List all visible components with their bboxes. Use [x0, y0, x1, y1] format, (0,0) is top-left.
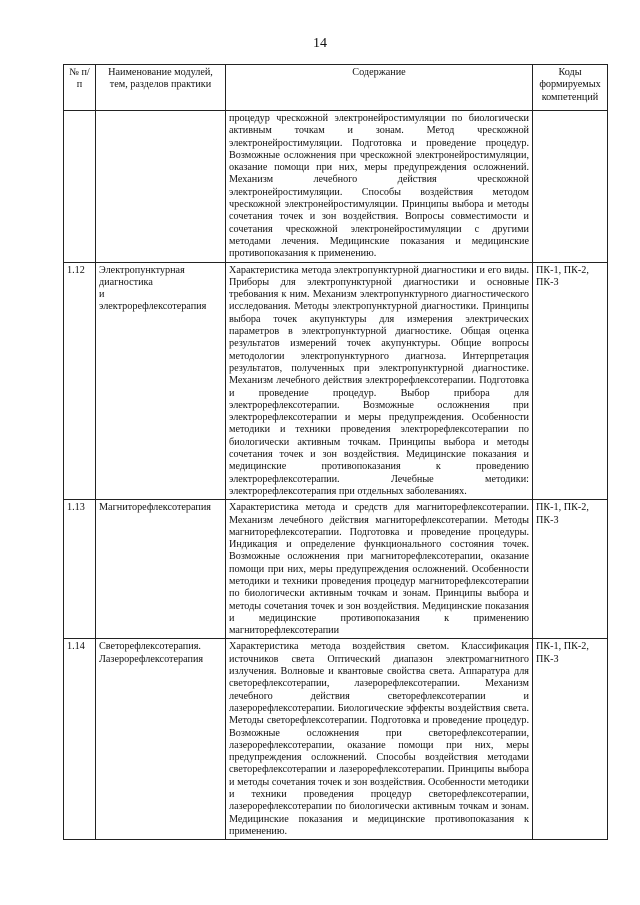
row-content: процедур чрескожной электронейростимуляции по биологически активным точкам и зонам. Метод чрескожной электронейростимуляции. Подготовка и проведение процедур. Возможные осложнения при чрескожной электронейростимуляции, оказание помощи при них, меры предупреждения осложнений. Механизм лечебного действия чрескожной электронейростимуляции. Способы воздействия методом чрескожной электронейростимуляции. Принципы выбора и методы сочетания точек и зон воздействия. Вопросы совместимости и сочетания чрескожной электронейростимуляции с другими методами лечения. Медицинские показания и медицинские противопоказания к применению. [226, 111, 533, 263]
table-row [64, 639, 608, 840]
row-number: 1.13 [64, 500, 96, 639]
row-number: 1.14 [64, 639, 96, 840]
table-row [64, 262, 608, 500]
row-competency-codes: ПК-1, ПК-2, ПК-3 [533, 262, 608, 500]
module-name-line: Электропунктурная [99, 264, 185, 276]
table-header-row [64, 65, 608, 111]
row-module-name [96, 500, 226, 639]
row-number: 1.12 [64, 262, 96, 500]
table-row [64, 111, 608, 263]
row-module-name [96, 639, 226, 840]
row-competency-codes: ПК-1, ПК-2, ПК-3 [533, 639, 608, 840]
module-name-line: диагностика [99, 276, 153, 288]
row-number [64, 111, 96, 263]
header-module-name: Наименование модулей, тем, разделов практики [96, 65, 226, 111]
row-content: Характеристика метода воздействия светом. Классификация источников света Оптический диапазон электромагнитного излучения. Волновые и квантовые свойства света. Аппаратура для светорефлексотерапии, лазерорефлексотерапии. Механизм лечебного действия светорефлексотерапии и лазерорефлексотерапии. Биологические эффекты воздействия света. Методы светорефлексотерапии. Подготовка и проведение процедур. Возможные осложнения при светорефлексотерапии, лазерорефлексотерапии, оказание помощи при них, меры предупреждения осложнений. Способы воздействия методами светорефлексотерапии и лазерорефлексотерапии. Принципы выбора и методы сочетания точек и зон воздействия. Особенности методики и техники проведения процедур светорефлексотерапии, лазерорефлексотерапии по биологически активным точкам и зонам. Медицинские показания и медицинские противопоказания к применению. [226, 639, 533, 840]
module-name-line: Лазерорефлексотерапия [99, 653, 204, 665]
module-name-line: электрорефлексотерапия [99, 301, 207, 313]
row-content: Характеристика метода электропунктурной диагностики и его виды. Приборы для электропунктурной диагностики и основные требования к ним. Механизм электропунктурного диагностического исследования. Методы электропунктурной диагностики. Принципы выбора точек акупунктуры для измерения электрических параметров в электропунктурной диагностике. Общая оценка результатов измерений точек акупунктуры. Общие вопросы методологии электропунктурного диагноза. Интерпретация результатов, полученных при электропунктурной диагностике. Механизм лечебного действия электрорефлексотерапии. Подготовка и проведение процедур. Выбор прибора для электрорефлексотерапии. Возможные осложнения при электрорефлексотерапии и меры предупреждения. Особенности методики и техники проведения электрорефлексотерапии по биологически активным точкам. Принципы выбора и методы сочетания точек и зон воздействия. Медицинские показания и медицинские противопоказания к проведению электрорефлексотерапии. Лечебные методики: электрорефлексотерапия при отдельных заболеваниях. [226, 262, 533, 500]
module-name-line: и [99, 289, 105, 301]
module-name-line: Магниторефлексотерапия [99, 502, 211, 514]
row-content: Характеристика метода и средств для магниторефлексотерапии. Механизм лечебного действия магниторефлексотерапии. Методы магниторефлексотерапии. Подготовка и проведение процедуры. Индикация и определение функционального состояния точек. Возможные осложнения при магниторефлексотерапии, оказание помощи при них, меры предупреждения осложнений. Особенности методики и техники проведения процедур магниторефлексотерапии по биологически активным точкам и зонам. Принципы выбора и методы сочетания точек и зон воздействия. Медицинские показания и медицинские противопоказания к применению магниторефлексотерапии [226, 500, 533, 639]
curriculum-table [63, 64, 608, 840]
row-competency-codes [533, 111, 608, 263]
table-row [64, 500, 608, 639]
header-number: № п/п [64, 65, 96, 111]
row-competency-codes: ПК-1, ПК-2, ПК-3 [533, 500, 608, 639]
row-module-name [96, 262, 226, 500]
module-name-line: Светорефлексотерапия. [99, 641, 201, 653]
page-number: 14 [313, 36, 327, 51]
header-content: Содержание [226, 65, 533, 111]
row-module-name [96, 111, 226, 263]
header-competency-codes: Коды формируемых компетенций [533, 65, 608, 111]
